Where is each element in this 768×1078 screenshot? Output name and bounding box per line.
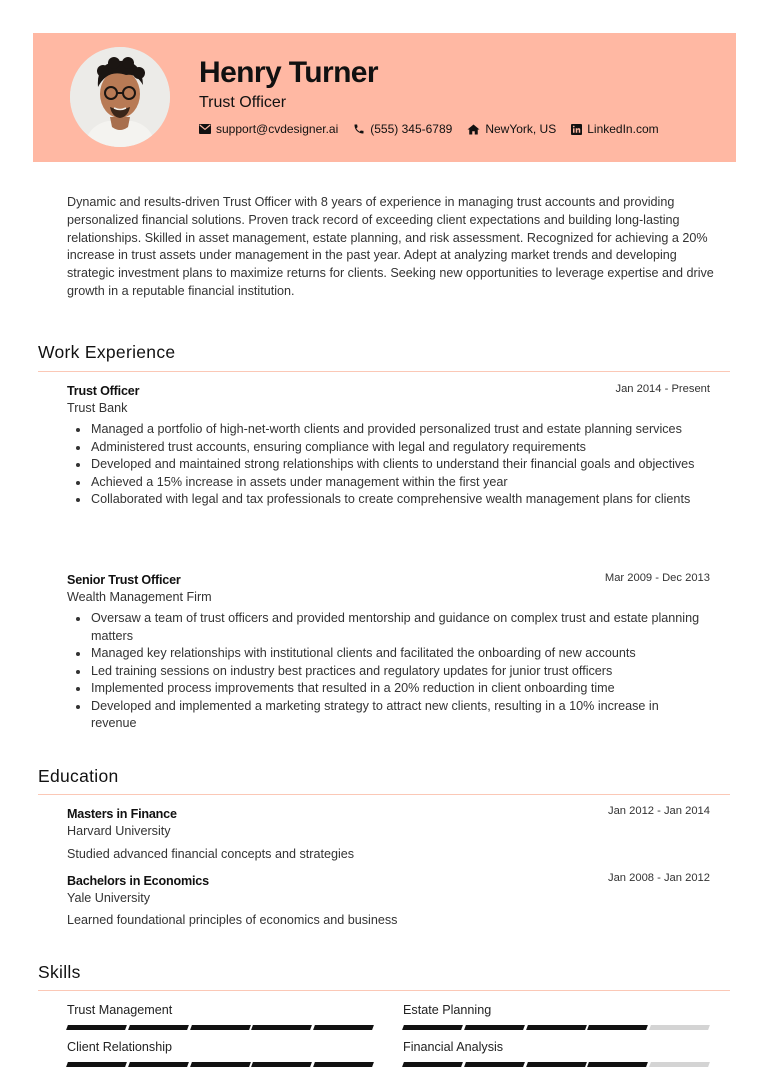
section-divider xyxy=(38,371,730,372)
responsibility-item: Implemented process improvements that resulted in a 20% reduction in client onboarding time xyxy=(67,680,707,698)
skill-level-segment xyxy=(313,1062,374,1067)
contact-phone-text: (555) 345-6789 xyxy=(370,122,453,136)
education-description: Studied advanced financial concepts and strategies xyxy=(67,847,355,861)
education-description: Learned foundational principles of economics and business xyxy=(67,913,398,927)
responsibility-item: Achieved a 15% increase in assets under management within the first year xyxy=(67,474,707,492)
school-name: Yale University xyxy=(67,891,151,905)
school-name: Harvard University xyxy=(67,824,171,838)
job-title: Senior Trust Officer xyxy=(67,573,181,587)
profile-photo xyxy=(70,47,170,147)
skill-item xyxy=(67,1002,373,1030)
degree-title: Bachelors in Economics xyxy=(67,874,209,888)
skill-level-segment xyxy=(66,1025,127,1030)
skill-item xyxy=(403,1039,709,1067)
skill-level-segment xyxy=(128,1062,189,1067)
responsibility-item: Developed and implemented a marketing strategy to attract new clients, resulting in a 10% increase in revenue xyxy=(67,698,707,733)
skill-level-meter xyxy=(67,1025,373,1030)
responsibility-item: Developed and maintained strong relationships with clients to understand their financial goals and objectives xyxy=(67,456,707,474)
candidate-role: Trust Officer xyxy=(199,94,287,111)
skill-level-segment xyxy=(251,1062,312,1067)
section-title-skills: Skills xyxy=(38,962,81,982)
responsibility-item: Managed key relationships with institutional clients and facilitated the onboarding of new accounts xyxy=(67,645,707,663)
skill-level-segment xyxy=(190,1025,251,1030)
responsibility-item: Collaborated with legal and tax professionals to create comprehensive wealth management plans for clients xyxy=(67,491,707,509)
skill-level-segment xyxy=(128,1025,189,1030)
job-title: Trust Officer xyxy=(67,384,140,398)
skill-item xyxy=(67,1039,373,1067)
skill-level-segment xyxy=(190,1062,251,1067)
home-icon xyxy=(467,124,480,135)
contact-email-text: support@cvdesigner.ai xyxy=(216,122,339,136)
skill-name: Estate Planning xyxy=(403,1003,492,1017)
education-dates: Jan 2012 - Jan 2014 xyxy=(607,805,710,817)
contact-location-text: NewYork, US xyxy=(485,122,557,136)
job-company: Trust Bank xyxy=(67,401,128,415)
job-dates: Mar 2009 - Dec 2013 xyxy=(604,572,710,584)
contact-location xyxy=(467,121,556,137)
skill-level-segment xyxy=(526,1062,587,1067)
section-title-work-experience: Work Experience xyxy=(38,342,176,362)
skill-level-segment xyxy=(649,1025,710,1030)
skill-level-segment xyxy=(526,1025,587,1030)
skill-level-meter xyxy=(403,1025,709,1030)
skill-level-segment xyxy=(587,1062,648,1067)
job-dates: Jan 2014 - Present xyxy=(615,383,710,395)
professional-summary: Dynamic and results-driven Trust Officer with 8 years of experience in managing trust accounts and providing personalized financial solutions. Proven track record of exceeding client expectations and building long-lasting relationships. Skilled in asset management, estate planning, and risk assessment. Recognized for achieving a 20% increase in trust assets under management in the past year. Adept at analyzing market trends and developing strategic investment plans to maximize returns for clients. Seeking new opportunities to leverage expertise and drive growth in a reputable financial institution. xyxy=(67,195,714,298)
skill-level-segment xyxy=(587,1025,648,1030)
responsibility-item: Managed a portfolio of high-net-worth clients and provided personalized trust and estate planning services xyxy=(67,421,707,439)
skill-level-meter xyxy=(403,1062,709,1067)
job-responsibilities xyxy=(67,421,707,509)
skill-level-segment xyxy=(464,1025,525,1030)
skill-level-segment xyxy=(251,1025,312,1030)
skill-level-meter xyxy=(67,1062,373,1067)
skill-level-segment xyxy=(402,1025,463,1030)
skill-level-segment xyxy=(66,1062,127,1067)
responsibility-item: Led training sessions on industry best practices and regulatory updates for junior trust officers xyxy=(67,663,707,681)
section-divider xyxy=(38,794,730,795)
skill-name: Financial Analysis xyxy=(403,1040,504,1054)
education-dates: Jan 2008 - Jan 2012 xyxy=(607,872,710,884)
contact-bar xyxy=(199,121,659,137)
responsibility-item: Administered trust accounts, ensuring compliance with legal and regulatory requirements xyxy=(67,439,707,457)
candidate-name: Henry Turner xyxy=(199,56,378,89)
degree-title: Masters in Finance xyxy=(67,807,177,821)
contact-phone[interactable] xyxy=(353,121,452,137)
skill-level-segment xyxy=(313,1025,374,1030)
skill-level-segment xyxy=(464,1062,525,1067)
skill-item xyxy=(403,1002,709,1030)
responsibility-item: Oversaw a team of trust officers and provided mentorship and guidance on complex trust and estate planning matters xyxy=(67,610,707,645)
section-divider xyxy=(38,990,730,991)
contact-email[interactable] xyxy=(199,121,338,137)
skill-level-segment xyxy=(402,1062,463,1067)
resume-header xyxy=(33,33,736,162)
envelope-icon xyxy=(199,124,211,134)
profile-photo-illustration xyxy=(70,47,170,147)
section-title-education: Education xyxy=(38,766,119,786)
skill-name: Trust Management xyxy=(67,1003,173,1017)
phone-icon xyxy=(353,123,365,135)
job-company: Wealth Management Firm xyxy=(67,590,212,604)
linkedin-icon xyxy=(571,124,582,135)
skill-level-segment xyxy=(649,1062,710,1067)
contact-linkedin-text: LinkedIn.com xyxy=(587,122,659,136)
job-responsibilities xyxy=(67,610,707,733)
skill-name: Client Relationship xyxy=(67,1040,173,1054)
contact-linkedin[interactable] xyxy=(571,121,658,137)
